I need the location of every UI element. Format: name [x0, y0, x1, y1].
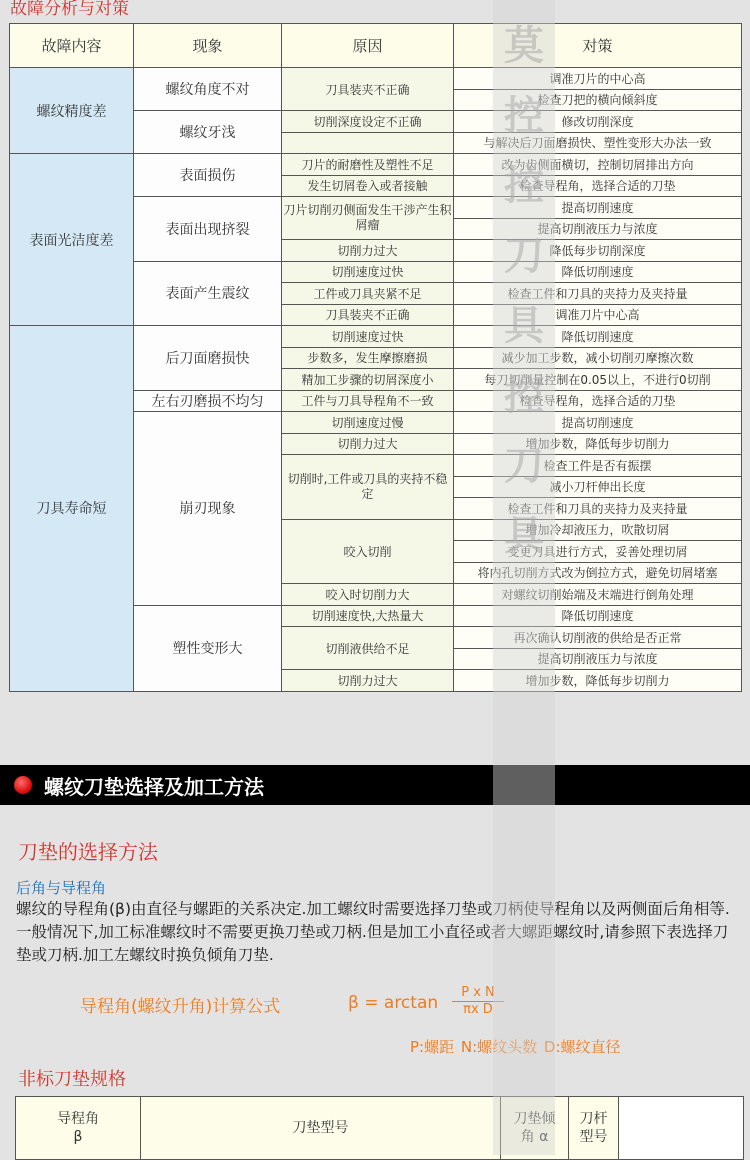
cause-cell: 发生切屑卷入或者接触: [282, 175, 454, 197]
cause-cell: 刀具装夹不正确: [282, 68, 454, 111]
countermeasure-cell: 对螺纹切削始端及末端进行倒角处理: [454, 584, 742, 606]
countermeasure-cell: 修改切削深度: [454, 111, 742, 133]
watermark-char: 控: [504, 163, 544, 209]
header-countermeasure: 对策: [454, 24, 742, 68]
countermeasure-cell: 检查工件是否有振摆: [454, 455, 742, 477]
countermeasure-cell: 检查工件和刀具的夹持力及夹持量: [454, 498, 742, 520]
cause-cell: 刀片切削刃侧面发生干涉产生积屑瘤: [282, 197, 454, 240]
countermeasure-cell: 检查工件和刀具的夹持力及夹持量: [454, 283, 742, 305]
countermeasure-cell: 每刀切削量控制在0.05以上，不进行0切削: [454, 369, 742, 391]
countermeasure-cell: 提高切削液压力与浓度: [454, 648, 742, 670]
countermeasure-cell: 检查刀把的横向倾斜度: [454, 89, 742, 111]
spec-col-shim-model: 刀垫型号: [141, 1097, 501, 1160]
phenomenon-cell: 塑性变形大: [134, 605, 282, 691]
header-fault: 故障内容: [10, 24, 134, 68]
formula-legend: P:螺距 N:螺纹头数 D:螺纹直径: [410, 1038, 621, 1056]
countermeasure-cell: 减小刀杆伸出长度: [454, 476, 742, 498]
cause-cell: 切削速度过快: [282, 326, 454, 348]
watermark-char: 控: [504, 373, 544, 419]
countermeasure-cell: 变更刀具进行方式，妥善处理切屑: [454, 541, 742, 563]
fault-category: 螺纹精度差: [10, 68, 134, 154]
spec-table: [15, 1096, 744, 1160]
formula-numerator: P x N: [452, 985, 504, 1002]
spec-title: 非标刀垫规格: [18, 1069, 126, 1090]
phenomenon-cell: 崩刃现象: [134, 412, 282, 606]
countermeasure-cell: 增加步数，降低每步切削力: [454, 670, 742, 692]
countermeasure-cell: 检查导程角，选择合适的刀垫: [454, 390, 742, 412]
cause-cell: 切削力过大: [282, 433, 454, 455]
countermeasure-cell: 改为齿侧面横切，控制切屑排出方向: [454, 154, 742, 176]
spec-col-holder-model-l1: 刀杆: [579, 1111, 608, 1127]
countermeasure-cell: 减少加工步数，减小切削刃摩擦次数: [454, 347, 742, 369]
countermeasure-cell: 再次确认切削液的供给是否正常: [454, 627, 742, 649]
countermeasure-cell: 降低每步切削深度: [454, 240, 742, 262]
cause-cell: [282, 132, 454, 154]
watermark-char: 刀: [504, 443, 544, 489]
formula-label: 导程角(螺纹升角)计算公式: [80, 997, 281, 1017]
countermeasure-cell: 增加步数，降低每步切削力: [454, 433, 742, 455]
phenomenon-cell: 表面产生震纹: [134, 261, 282, 326]
cause-cell: 切削速度过快: [282, 261, 454, 283]
spec-col-shim-angle-l2: 角 α: [520, 1129, 549, 1145]
banner-title: 螺纹刀垫选择及加工方法: [44, 775, 264, 799]
cause-cell: 切削力过大: [282, 670, 454, 692]
countermeasure-cell: 调准刀片的中心高: [454, 68, 742, 90]
table-row: [10, 68, 742, 90]
watermark-char: 刀: [504, 233, 544, 279]
phenomenon-cell: 螺纹角度不对: [134, 68, 282, 111]
cause-cell: 刀片的耐磨性及塑性不足: [282, 154, 454, 176]
countermeasure-cell: 提高切削速度: [454, 412, 742, 434]
spec-col-lead-angle: [16, 1097, 141, 1160]
spec-col-shim-angle: [501, 1097, 569, 1160]
red-bullet-icon: [14, 776, 32, 794]
spec-col-holder-model: [569, 1097, 619, 1160]
fault-analysis-table: [9, 23, 742, 692]
cause-cell: 精加工步骤的切屑深度小: [282, 369, 454, 391]
table-row: [10, 326, 742, 348]
phenomenon-cell: 螺纹牙浅: [134, 111, 282, 154]
fault-category: 刀具寿命短: [10, 326, 134, 692]
section-banner: [0, 765, 750, 805]
cause-cell: 切削力过大: [282, 240, 454, 262]
watermark-char: 具: [504, 303, 544, 349]
countermeasure-cell: 增加冷却液压力，吹散切屑: [454, 519, 742, 541]
cause-cell: 工件或刀具夹紧不足: [282, 283, 454, 305]
watermark-char: 莫: [504, 23, 544, 69]
table-row: [10, 154, 742, 176]
cause-cell: 切削液供给不足: [282, 627, 454, 670]
cause-cell: 咬入切削: [282, 519, 454, 584]
watermark-char: 控: [504, 93, 544, 139]
phenomenon-cell: 表面损伤: [134, 154, 282, 197]
cause-cell: 刀具装夹不正确: [282, 304, 454, 326]
spec-header-row: [16, 1097, 744, 1160]
section-title: 故障分析与对策: [10, 0, 129, 19]
phenomenon-cell: 表面出现挤裂: [134, 197, 282, 262]
phenomenon-cell: 后刀面磨损快: [134, 326, 282, 391]
spec-col-shim-angle-l1: 刀垫倾: [513, 1111, 556, 1127]
cause-cell: 咬入时切削力大: [282, 584, 454, 606]
countermeasure-cell: 降低切削速度: [454, 326, 742, 348]
spec-col-holder-model-l2: 型号: [579, 1129, 608, 1145]
countermeasure-cell: 提高切削液压力与浓度: [454, 218, 742, 240]
countermeasure-cell: 降低切削速度: [454, 261, 742, 283]
fault-category: 表面光洁度差: [10, 154, 134, 326]
formula-lhs: β = arctan: [348, 993, 439, 1013]
cause-cell: 工件与刀具导程角不一致: [282, 390, 454, 412]
countermeasure-cell: 将内孔切削方式改为倒拉方式，避免切屑堵塞: [454, 562, 742, 584]
countermeasure-cell: 检查导程角，选择合适的刀垫: [454, 175, 742, 197]
cause-cell: 切削速度过慢: [282, 412, 454, 434]
phenomenon-cell: 左右刃磨损不均匀: [134, 390, 282, 412]
cause-cell: 切削深度设定不正确: [282, 111, 454, 133]
header-phenomenon: 现象: [134, 24, 282, 68]
countermeasure-cell: 提高切削速度: [454, 197, 742, 219]
table-header-row: [10, 24, 742, 68]
countermeasure-cell: 降低切削速度: [454, 605, 742, 627]
header-cause: 原因: [282, 24, 454, 68]
cause-cell: 切削速度快,大热量大: [282, 605, 454, 627]
method-subtitle: 后角与导程角: [16, 879, 107, 897]
spec-col-lead-angle-l2: β: [73, 1129, 83, 1145]
spec-col-blank: [619, 1097, 744, 1160]
method-paragraph: 螺纹的导程角(β)由直径与螺距的关系决定.加工螺纹时需要选择刀垫或刀柄使导程角以及两侧面后角相等.一般情况下,加工标准螺纹时不需要更换刀垫或刀柄.但是加工小直径或者大螺距螺纹时,请参照下表选择刀垫或刀柄.加工左螺纹时换负倾角刀垫.: [16, 900, 730, 964]
watermark-char: 具: [504, 513, 544, 559]
countermeasure-cell: 与解决后刀面磨损快、塑性变形大办法一致: [454, 132, 742, 154]
cause-cell: 步数多，发生摩擦磨损: [282, 347, 454, 369]
cause-cell: 切削时,工件或刀具的夹持不稳定: [282, 455, 454, 520]
countermeasure-cell: 调准刀片中心高: [454, 304, 742, 326]
formula-denominator: πx D: [463, 1002, 493, 1017]
spec-col-lead-angle-l1: 导程角: [57, 1111, 99, 1127]
method-title: 刀垫的选择方法: [18, 840, 158, 864]
formula-fraction: [452, 985, 504, 1017]
